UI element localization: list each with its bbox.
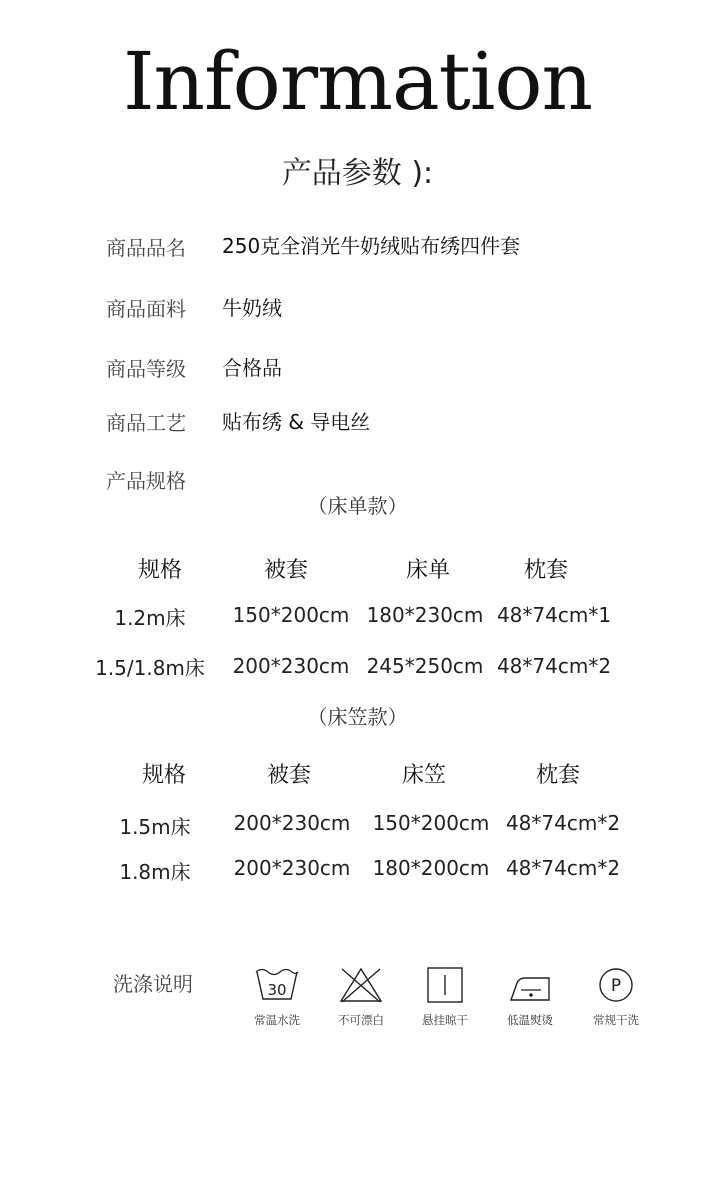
table-header-cell: 被套 xyxy=(263,558,309,583)
spec-value-grade: 合格品 xyxy=(222,356,282,380)
spec-value-name: 250克全消光牛奶绒贴布绣四件套 xyxy=(222,234,521,258)
care-text: 不可漂白 xyxy=(338,1013,384,1027)
page-title: Information xyxy=(122,35,593,128)
spec-label-craft: 商品工艺 xyxy=(106,411,186,435)
table-cell: 180*200cm xyxy=(372,856,490,880)
table-cell: 150*200cm xyxy=(232,603,350,627)
sheet-table-caption: （床单款） xyxy=(307,494,408,518)
care-text: 常温水洗 xyxy=(254,1013,300,1027)
care-item xyxy=(485,966,575,1028)
fitted-table-caption: （床笠款） xyxy=(307,705,408,729)
table-header-cell: 规格 xyxy=(137,558,183,583)
line-dry-icon xyxy=(422,966,468,1004)
care-text: 悬挂晾干 xyxy=(422,1013,468,1027)
no-bleach-icon xyxy=(338,966,384,1004)
table-cell: 48*74cm*2 xyxy=(505,856,621,880)
page-subtitle: 产品参数 ): xyxy=(281,156,434,191)
table-cell: 180*230cm xyxy=(366,603,484,627)
care-item xyxy=(232,966,322,1028)
spec-label-grade: 商品等级 xyxy=(106,357,186,381)
table-cell: 1.5m床 xyxy=(119,815,191,839)
care-item xyxy=(400,966,490,1028)
care-item xyxy=(571,966,661,1028)
table-header-cell: 规格 xyxy=(141,763,187,788)
table-cell: 48*74cm*2 xyxy=(496,654,612,678)
wash-temperature: 30 xyxy=(267,981,287,999)
table-cell: 1.2m床 xyxy=(114,606,186,630)
care-text: 低温熨烫 xyxy=(507,1013,553,1027)
table-cell: 48*74cm*2 xyxy=(505,811,621,835)
table-cell: 200*230cm xyxy=(233,811,351,835)
spec-label-name: 商品品名 xyxy=(106,236,186,260)
table-cell: 150*200cm xyxy=(372,811,490,835)
care-item xyxy=(316,966,406,1028)
dry-clean-symbol: P xyxy=(610,976,622,996)
table-cell: 48*74cm*1 xyxy=(496,603,612,627)
table-header-cell: 被套 xyxy=(266,763,312,788)
spec-label-size: 产品规格 xyxy=(106,469,186,493)
low-iron-icon xyxy=(507,966,553,1004)
table-cell: 200*230cm xyxy=(233,856,351,880)
wash-30-icon xyxy=(254,966,300,1004)
spec-value-fabric: 牛奶绒 xyxy=(222,296,282,320)
care-text: 常规干洗 xyxy=(593,1013,639,1027)
table-cell: 245*250cm xyxy=(366,654,484,678)
table-header-cell: 枕套 xyxy=(535,763,581,788)
table-cell: 1.8m床 xyxy=(119,860,191,884)
care-label: 洗涤说明 xyxy=(113,972,193,996)
spec-label-fabric: 商品面料 xyxy=(106,297,186,321)
table-header-cell: 床笠 xyxy=(401,763,447,788)
table-cell: 1.5/1.8m床 xyxy=(95,656,205,680)
table-cell: 200*230cm xyxy=(232,654,350,678)
dry-clean-icon xyxy=(593,966,639,1004)
spec-value-craft: 贴布绣 & 导电丝 xyxy=(222,410,371,434)
table-header-cell: 床单 xyxy=(405,558,451,583)
table-header-cell: 枕套 xyxy=(523,558,569,583)
